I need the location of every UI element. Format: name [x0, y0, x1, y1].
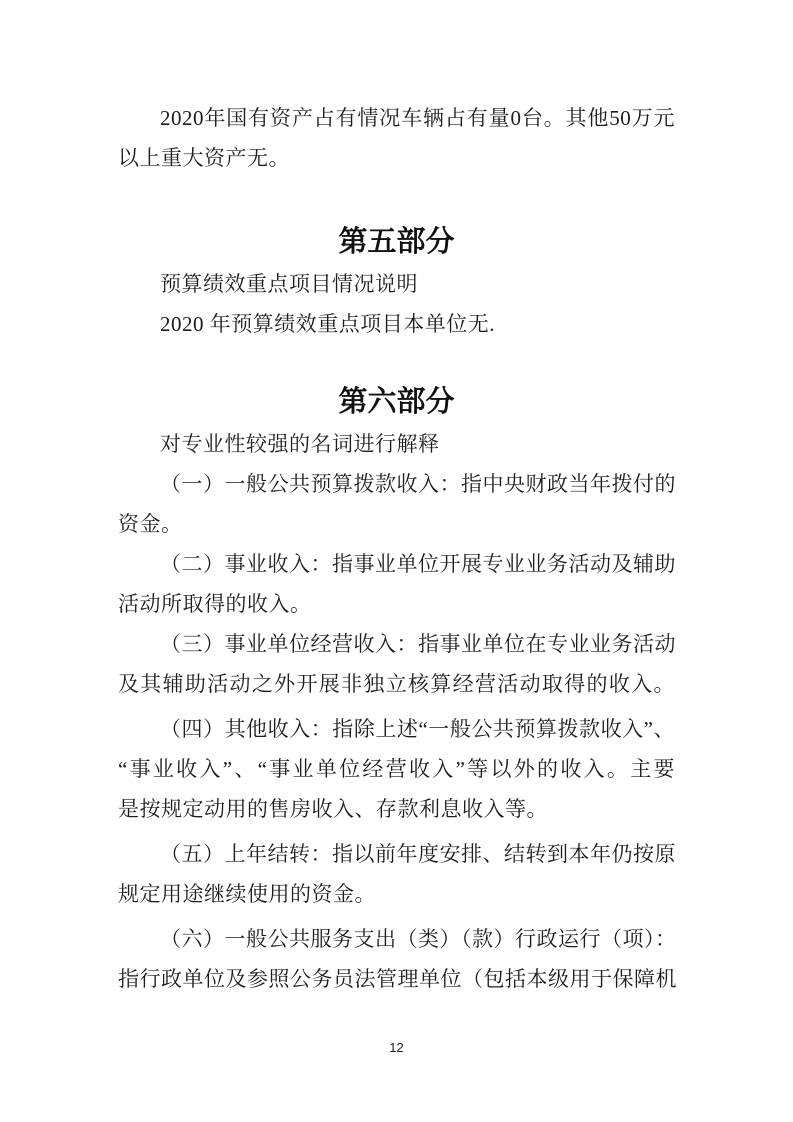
text-line: 对专业性较强的名词进行解释 [160, 432, 440, 456]
text-line: （三）事业单位经营收入：指事业单位在专业业务活动 [160, 632, 676, 656]
text-line: “事业收入”、“事业单位经营收入”等以外的收入。主要 [118, 757, 675, 781]
text-line: 是按规定动用的售房收入、存款利息收入等。 [118, 797, 548, 821]
text-line: 资金。 [118, 512, 183, 536]
paragraph [118, 98, 675, 178]
paragraph [118, 834, 675, 914]
text-line: （一）一般公共预算拨款收入：指中央财政当年拨付的 [160, 472, 676, 496]
text-line: （五）上年结转：指以前年度安排、结转到本年仍按原 [160, 842, 676, 866]
text-line: 2020 年预算绩效重点项目本单位无. [160, 312, 495, 336]
section-heading: 第五部分 [338, 226, 455, 258]
section-heading: 第六部分 [338, 386, 455, 418]
paragraph [118, 709, 675, 829]
text-line: （四）其他收入：指除上述“一般公共预算拨款收入”、 [160, 717, 675, 741]
text-line: 规定用途继续使用的资金。 [118, 882, 376, 906]
page-number: 12 [389, 1040, 404, 1055]
text-line: 预算绩效重点项目情况说明 [160, 272, 418, 296]
paragraph [118, 264, 675, 304]
text-line: （二）事业收入：指事业单位开展专业业务活动及辅助 [160, 552, 676, 576]
paragraph [118, 304, 675, 344]
paragraph [118, 424, 675, 464]
paragraph [118, 919, 675, 999]
text-line: 活动所取得的收入。 [118, 592, 312, 616]
paragraph [118, 464, 675, 544]
text-line: 2020年国有资产占有情况车辆占有量0台。其他50万元 [160, 106, 675, 130]
text-line: 以上重大资产无。 [118, 146, 290, 170]
text-line: 及其辅助活动之外开展非独立核算经营活动取得的收入。 [118, 672, 675, 696]
page-footer [0, 1040, 793, 1055]
document-content [118, 98, 675, 999]
paragraph [118, 624, 675, 704]
text-line: 指行政单位及参照公务员法管理单位（包括本级用于保障机 [118, 967, 677, 991]
paragraph [118, 544, 675, 624]
text-line: （六）一般公共服务支出（类）（款）行政运行（项）： [160, 927, 677, 951]
